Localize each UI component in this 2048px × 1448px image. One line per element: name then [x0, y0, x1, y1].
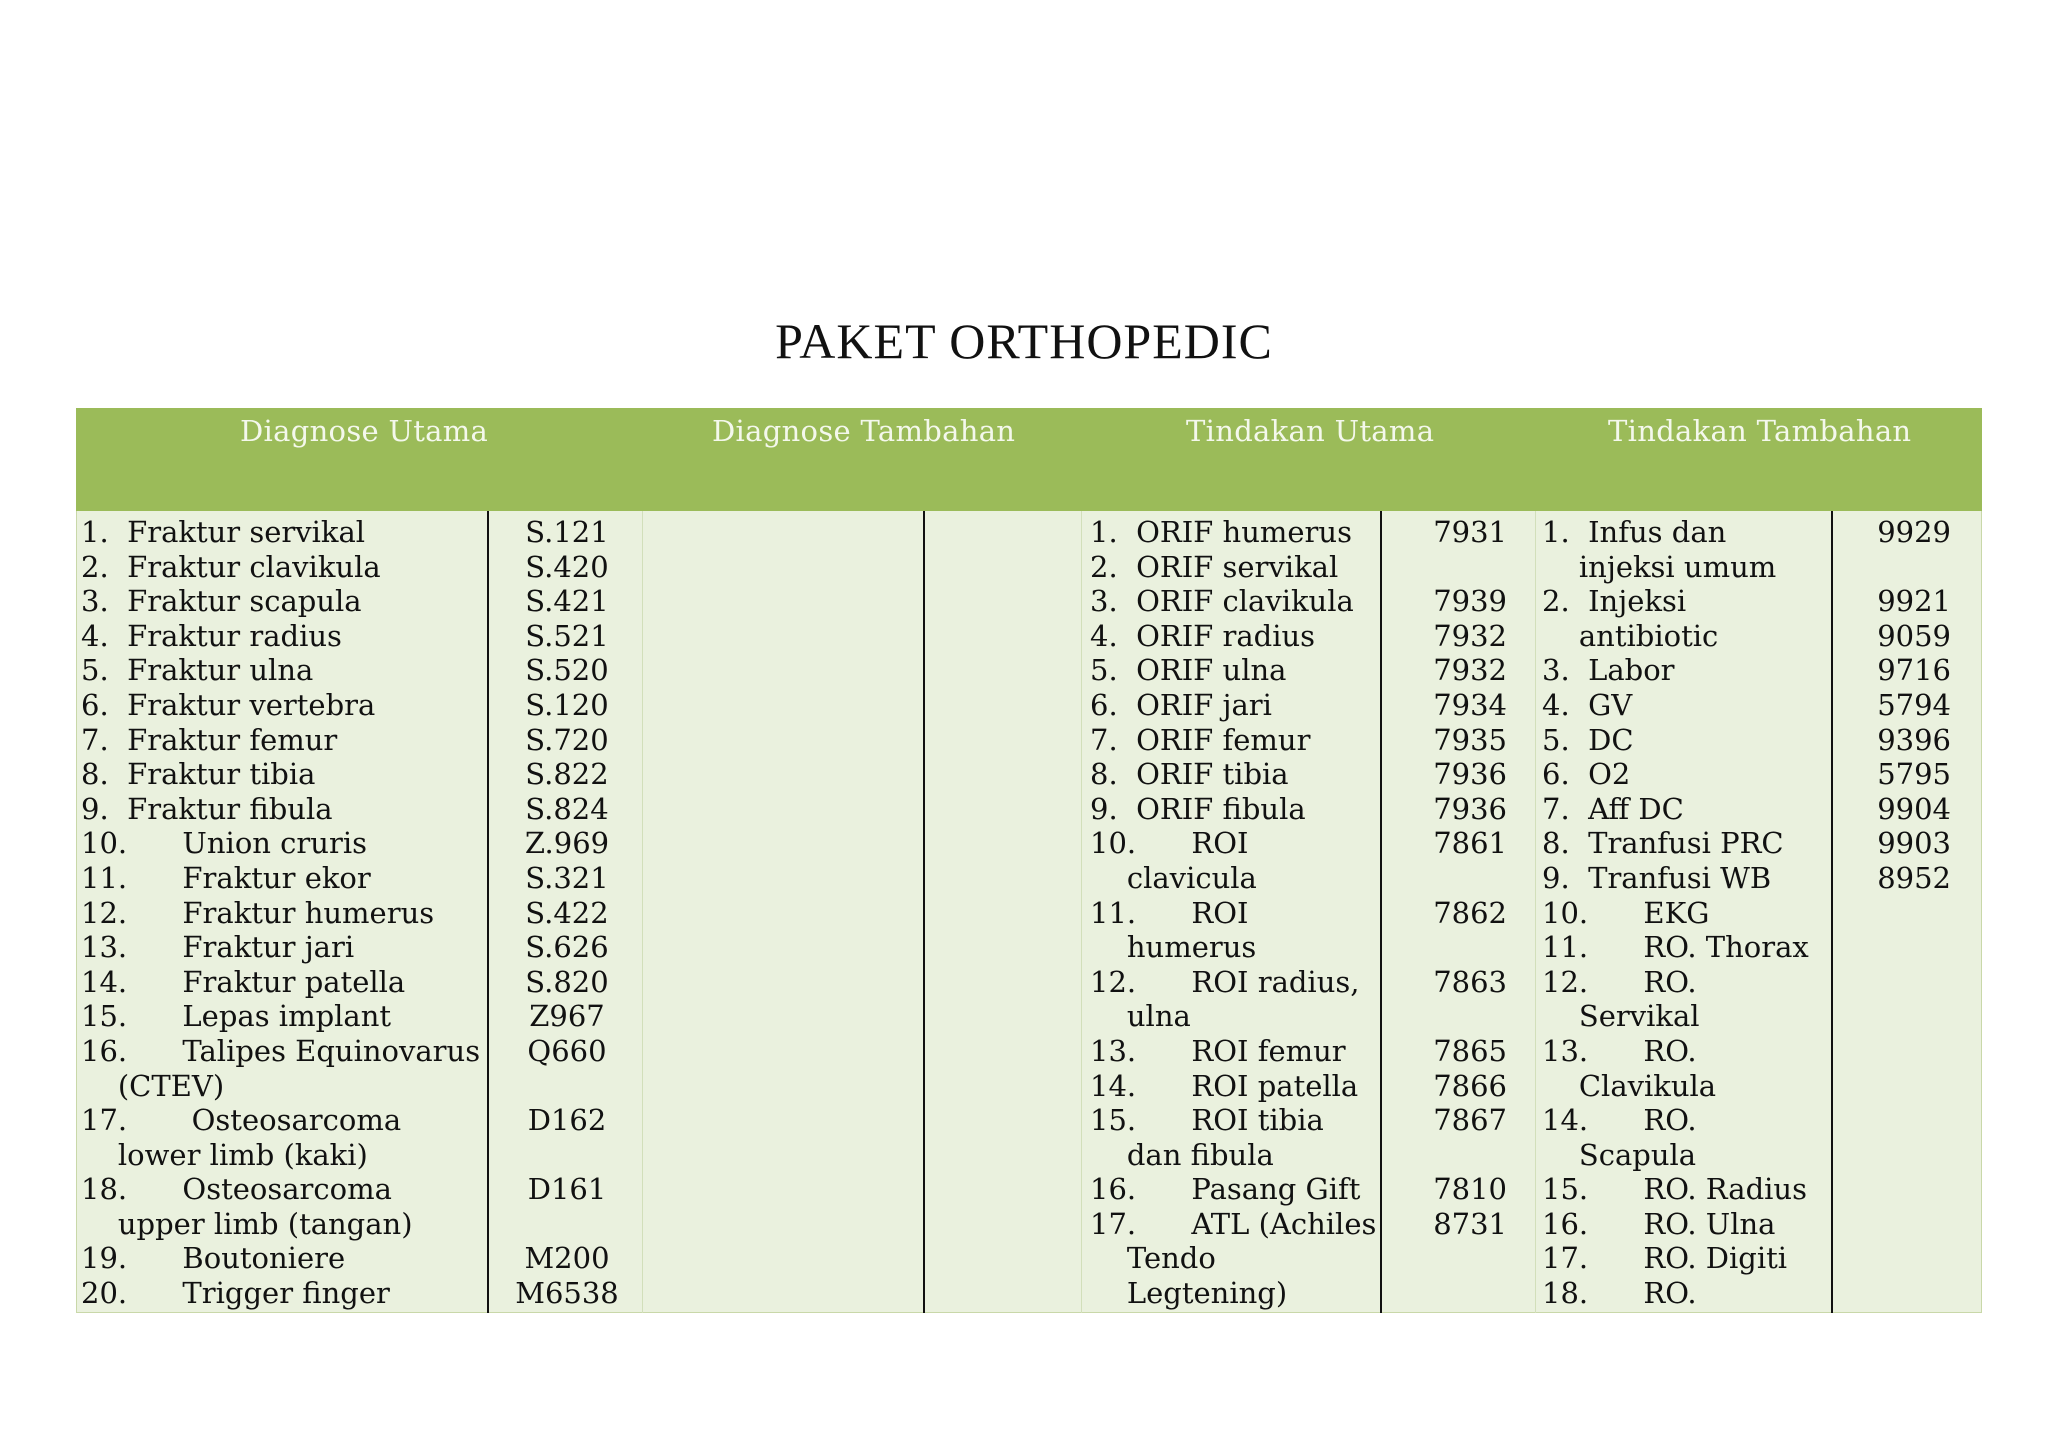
icd-code: 7936	[1433, 757, 1507, 792]
diagnose-utama-item-line: 17. Osteosarcoma	[81, 1103, 402, 1138]
procedure-code	[1835, 550, 1951, 585]
code-spacer	[491, 1207, 643, 1242]
diagnose-utama-item-line: upper limb (tangan)	[81, 1206, 413, 1241]
tindakan-utama-item-line: humerus	[1090, 930, 1257, 965]
icd-code: S.521	[525, 618, 609, 653]
code-spacer	[1383, 999, 1507, 1034]
column-divider	[1831, 511, 1833, 1313]
procedure-code: 9903	[1877, 826, 1951, 861]
tindakan-tambahan-item-line: 14. RO.	[1542, 1103, 1697, 1138]
tindakan-utama-list	[1090, 515, 1376, 1311]
tindakan-tambahan-list	[1542, 515, 1809, 1311]
diagnose-utama-item-line: 16. Talipes Equinovarus	[81, 1033, 481, 1068]
tindakan-utama-item-line: 3. ORIF clavikula	[1090, 584, 1354, 619]
diagnose-utama-item-line: 13. Fraktur jari	[81, 930, 355, 965]
column-divider	[487, 511, 489, 1313]
diagnose-utama-item-line: 14. Fraktur patella	[81, 964, 406, 999]
tindakan-utama-item-line: 6. ORIF jari	[1090, 687, 1272, 722]
icd-code: Q660	[527, 1033, 607, 1068]
diagnose-utama-item-line: 3. Fraktur scapula	[81, 584, 362, 619]
icd-code: 7810	[1433, 1172, 1507, 1207]
icd-code: 7861	[1433, 826, 1507, 861]
tindakan-tambahan-item-line: 11. RO. Thorax	[1542, 930, 1809, 965]
diagnose-utama-item-line: (CTEV)	[81, 1068, 225, 1103]
table-header-row	[76, 408, 1982, 511]
icd-code: M6538	[515, 1276, 619, 1311]
tindakan-utama-item-line: 8. ORIF tibia	[1090, 757, 1289, 792]
tindakan-tambahan-item-line: 17. RO. Digiti	[1542, 1241, 1788, 1276]
icd-code: S.626	[525, 930, 609, 965]
code-spacer	[1383, 1138, 1507, 1173]
diagnose-utama-item-line: lower limb (kaki)	[81, 1137, 368, 1172]
tindakan-utama-item-line: 5. ORIF ulna	[1090, 653, 1287, 688]
diagnose-utama-item-line: 19. Boutoniere	[81, 1241, 346, 1276]
tindakan-utama-item-line: 16. Pasang Gift	[1090, 1172, 1361, 1207]
tindakan-tambahan-item-line: 9. Tranfusi WB	[1542, 860, 1772, 895]
icd-code: S.422	[525, 895, 609, 930]
diagnose-utama-item-line: 1. Fraktur servikal	[81, 515, 366, 549]
tindakan-utama-item-line: 7. ORIF femur	[1090, 722, 1311, 757]
tindakan-tambahan-item-line: 3. Labor	[1542, 653, 1675, 688]
tindakan-tambahan-item-line: 10. EKG	[1542, 895, 1710, 930]
diagnose-utama-item-line: 8. Fraktur tibia	[81, 757, 316, 792]
tindakan-tambahan-item-line: 7. Aff DC	[1542, 791, 1684, 826]
tindakan-tambahan-item-line: Scapula	[1542, 1137, 1697, 1172]
icd-code: Z.969	[524, 826, 610, 861]
tindakan-utama-item-line: 17. ATL (Achiles	[1090, 1206, 1377, 1241]
icd-code: S.822	[525, 757, 609, 792]
procedure-code: 9921	[1877, 584, 1951, 619]
tindakan-tambahan-item-line: 12. RO.	[1542, 964, 1697, 999]
tindakan-tambahan-item-line: 1. Infus dan	[1542, 515, 1727, 549]
diagnose-utama-item-line: 6. Fraktur vertebra	[81, 687, 376, 722]
procedure-code: 8952	[1877, 860, 1951, 895]
icd-code: 7934	[1433, 687, 1507, 722]
icd-code: S.520	[525, 653, 609, 688]
procedure-code: 5795	[1877, 757, 1951, 792]
icd-code: S.321	[525, 860, 609, 895]
icd-code: 7866	[1433, 1068, 1507, 1103]
icd-code: 7862	[1433, 895, 1507, 930]
page-title: PAKET ORTHOPEDIC	[775, 313, 1273, 369]
tindakan-utama-codes	[1383, 515, 1507, 1311]
icd-code: 7865	[1433, 1033, 1507, 1068]
orthopedic-package-table	[76, 408, 1982, 1313]
icd-code: 8731	[1433, 1206, 1507, 1241]
tindakan-tambahan-codes	[1835, 515, 1951, 896]
icd-code: M200	[524, 1241, 610, 1276]
diagnose-utama-item-line: 2. Fraktur clavikula	[81, 549, 381, 584]
tindakan-tambahan-item-line: Servikal	[1542, 999, 1700, 1034]
tindakan-utama-item-line: ulna	[1090, 999, 1191, 1034]
procedure-code: 9059	[1877, 618, 1951, 653]
icd-code: 7867	[1433, 1103, 1507, 1138]
icd-code: 7932	[1433, 618, 1507, 653]
code-spacer	[491, 1138, 643, 1173]
tindakan-utama-item-line: 10. ROI	[1090, 826, 1249, 861]
icd-code: S.120	[525, 687, 609, 722]
tindakan-tambahan-item-line: 5. DC	[1542, 722, 1634, 757]
icd-code: S.121	[525, 515, 609, 549]
tindakan-tambahan-item-line: injeksi umum	[1542, 549, 1777, 584]
tindakan-utama-item-line: 2. ORIF servikal	[1090, 549, 1339, 584]
diagnose-utama-item-line: 20. Trigger finger	[81, 1276, 390, 1311]
tindakan-utama-item-line: Tendo	[1090, 1241, 1216, 1276]
column-divider	[1535, 511, 1536, 1313]
code-spacer	[1383, 930, 1507, 965]
tindakan-utama-item-line: 12. ROI radius,	[1090, 964, 1360, 999]
tindakan-tambahan-item-line: Clavikula	[1542, 1068, 1717, 1103]
tindakan-tambahan-item-line: 13. RO.	[1542, 1033, 1697, 1068]
icd-code: S.824	[525, 791, 609, 826]
icd-code: S.421	[525, 584, 609, 619]
diagnose-utama-item-line: 18. Osteosarcoma	[81, 1172, 392, 1207]
tindakan-tambahan-item-line: 15. RO. Radius	[1542, 1172, 1807, 1207]
column-divider	[1380, 511, 1382, 1313]
tindakan-utama-item-line: 11. ROI	[1090, 895, 1249, 930]
code-spacer	[1383, 861, 1507, 896]
tindakan-utama-item-line: 1. ORIF humerus	[1090, 515, 1352, 549]
procedure-code: 9929	[1877, 515, 1951, 549]
procedure-code: 9396	[1877, 722, 1951, 757]
procedure-code: 5794	[1877, 687, 1951, 722]
icd-code: 7931	[1433, 515, 1507, 549]
header-tindakan-utama: Tindakan Utama	[1186, 414, 1435, 448]
procedure-code: 9716	[1877, 653, 1951, 688]
icd-code: Z967	[529, 999, 605, 1034]
diagnose-utama-item-line: 10. Union cruris	[81, 826, 367, 861]
diagnose-utama-item-line: 11. Fraktur ekor	[81, 860, 371, 895]
icd-code: S.720	[525, 722, 609, 757]
tindakan-utama-item-line: clavicula	[1090, 860, 1257, 895]
diagnose-utama-item-line: 7. Fraktur femur	[81, 722, 338, 757]
tindakan-utama-item-line: 15. ROI tibia	[1090, 1103, 1324, 1138]
tindakan-utama-item-line: dan fibula	[1090, 1137, 1274, 1172]
icd-code	[1383, 550, 1507, 585]
code-spacer	[491, 1069, 643, 1104]
header-diagnose-tambahan: Diagnose Tambahan	[712, 414, 1016, 448]
icd-code: D162	[527, 1103, 607, 1138]
tindakan-tambahan-item-line: 6. O2	[1542, 757, 1631, 792]
code-spacer	[1383, 1241, 1507, 1276]
table-body-row	[76, 511, 1982, 1313]
diagnose-utama-list	[81, 515, 480, 1311]
header-diagnose-utama: Diagnose Utama	[240, 414, 489, 448]
tindakan-tambahan-item-line: antibiotic	[1542, 618, 1719, 653]
tindakan-utama-item-line: 9. ORIF fibula	[1090, 791, 1306, 826]
icd-code: 7932	[1433, 653, 1507, 688]
icd-code: 7935	[1433, 722, 1507, 757]
tindakan-tambahan-item-line: 16. RO. Ulna	[1542, 1206, 1776, 1241]
diagnose-utama-item-line: 12. Fraktur humerus	[81, 895, 435, 930]
diagnose-utama-item-line: 4. Fraktur radius	[81, 618, 342, 653]
diagnose-utama-item-line: 15. Lepas implant	[81, 999, 392, 1034]
icd-code: S.420	[525, 549, 609, 584]
icd-code: D161	[527, 1172, 607, 1207]
icd-code: 7939	[1433, 584, 1507, 619]
icd-code: 7863	[1433, 964, 1507, 999]
diagnose-utama-item-line: 9. Fraktur fibula	[81, 791, 333, 826]
tindakan-tambahan-item-line: 8. Tranfusi PRC	[1542, 826, 1784, 861]
diagnose-utama-codes	[491, 515, 643, 1311]
tindakan-tambahan-item-line: 2. Injeksi	[1542, 584, 1687, 619]
tindakan-utama-item-line: 14. ROI patella	[1090, 1068, 1359, 1103]
header-tindakan-tambahan: Tindakan Tambahan	[1608, 414, 1912, 448]
tindakan-utama-item-line: 13. ROI femur	[1090, 1033, 1346, 1068]
column-divider	[1081, 511, 1082, 1313]
code-spacer	[1383, 1276, 1507, 1311]
tindakan-tambahan-item-line: 4. GV	[1542, 687, 1633, 722]
column-divider	[923, 511, 925, 1313]
tindakan-utama-item-line: Legtening)	[1090, 1276, 1288, 1311]
procedure-code: 9904	[1877, 791, 1951, 826]
tindakan-utama-item-line: 4. ORIF radius	[1090, 618, 1316, 653]
icd-code: 7936	[1433, 791, 1507, 826]
icd-code: S.820	[525, 964, 609, 999]
tindakan-tambahan-item-line: 18. RO.	[1542, 1276, 1697, 1311]
diagnose-utama-item-line: 5. Fraktur ulna	[81, 653, 314, 688]
